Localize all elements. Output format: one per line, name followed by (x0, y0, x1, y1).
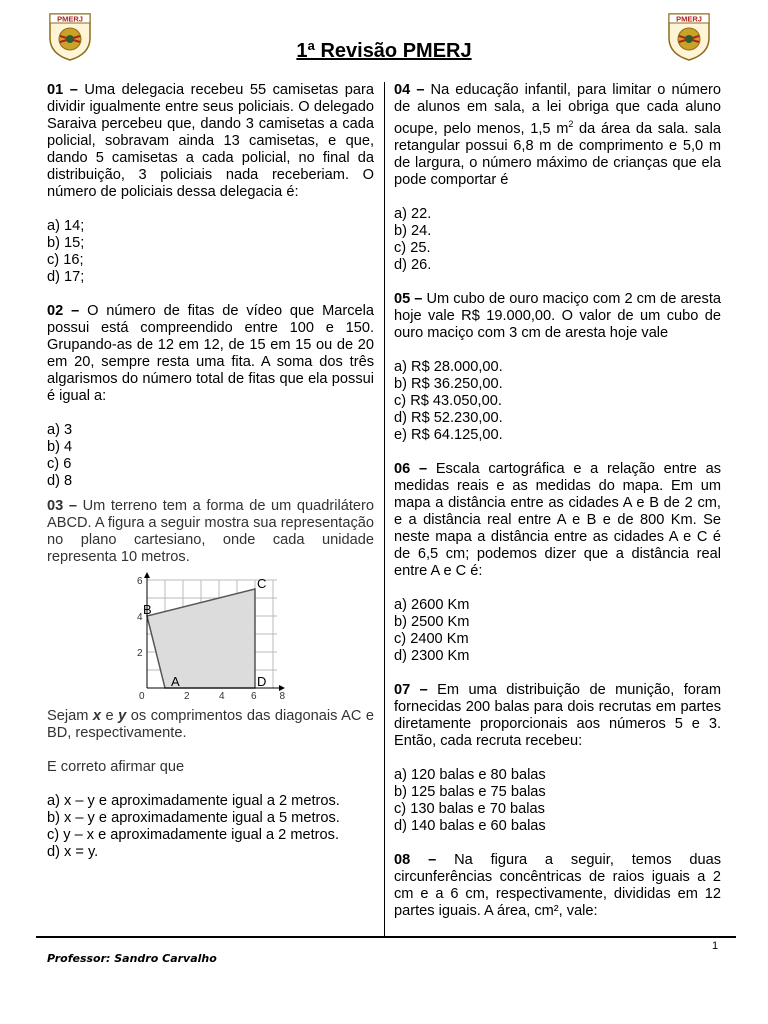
question-text: Um terreno tem a forma de um quadrilátero ABCD. A figura a seguir mostra sua representação no plano cartesiano, onde cada unidade representa 10 metros. (47, 498, 374, 565)
text-part: Sejam (47, 708, 93, 724)
question-number: 06 – (394, 460, 428, 477)
question-06 (394, 461, 721, 580)
option-b: b) 24. (394, 222, 432, 239)
quadrilateral-figure (127, 572, 287, 700)
question-text: Na figura a seguir, temos duas circunferências concêntricas de raios iguais a 2 cm e a 6 cm, respectivamente, divididas em 12 partes iguais. A área, cm², vale: (394, 851, 721, 919)
option-e: e) R$ 64.125,00. (394, 426, 503, 443)
point-b-label: B (143, 602, 152, 617)
svg-text:PMERJ: PMERJ (57, 14, 83, 24)
y-tick-4: 4 (137, 612, 143, 623)
quadrilateral-abcd (147, 589, 255, 688)
question-number: 04 – (394, 82, 425, 98)
footer-professor: Professor: Sandro Carvalho (47, 952, 217, 965)
question-03 (47, 498, 374, 566)
question-07 (394, 682, 721, 750)
option-d: d) R$ 52.230,00. (394, 409, 503, 426)
question-number: 03 – (47, 498, 77, 514)
question-01 (47, 82, 374, 201)
x-tick-2: 2 (184, 691, 190, 700)
option-b: b) x – y e aproximadamente igual a 5 metros. (47, 810, 340, 826)
question-number: 07 – (394, 681, 428, 698)
option-c: c) R$ 43.050,00. (394, 392, 502, 409)
question-03-prompt: E correto afirmar que (47, 759, 185, 775)
option-d: d) 17; (47, 269, 85, 285)
page-title: 1ª Revisão PMERJ (296, 40, 472, 62)
svg-text:PMERJ: PMERJ (676, 14, 702, 24)
option-b: b) 15; (47, 235, 85, 251)
option-a: a) 14; (47, 218, 85, 234)
option-a: a) 2600 Km (394, 596, 470, 613)
option-b: b) 125 balas e 75 balas (394, 783, 546, 800)
x-tick-8: 8 (279, 691, 285, 700)
right-column (394, 82, 721, 920)
option-b: b) R$ 36.250,00. (394, 375, 503, 392)
y-tick-2: 2 (137, 648, 143, 659)
option-c: c) 130 balas e 70 balas (394, 800, 545, 817)
option-a: a) 3 (47, 422, 73, 438)
option-d: d) 26. (394, 256, 432, 273)
option-c: c) 2400 Km (394, 630, 469, 647)
footer-divider (36, 936, 736, 938)
option-a: a) 22. (394, 205, 432, 222)
option-d: d) 140 balas e 60 balas (394, 817, 546, 834)
question-number: 01 – (47, 82, 78, 98)
x-tick-6: 6 (251, 691, 257, 700)
option-b: b) 4 (47, 439, 73, 455)
question-text: Na educação infantil, para limitar o número de alunos em sala, a lei obriga que cada aluno ocupe, pelo menos, 1,5 m (394, 82, 721, 137)
question-04 (394, 82, 721, 189)
question-text: Um cubo de ouro maciço com 2 cm de aresta hoje vale R$ 19.000,00. O valor de um cubo de ouro maciço com 3 cm de aresta hoje vale (394, 290, 722, 341)
question-number: 05 – (394, 290, 423, 307)
text-part: os comprimentos das diagonais AC e BD, respectivamente. (47, 708, 375, 741)
option-c: c) y – x e aproximadamente igual a 2 metros. (47, 827, 340, 843)
question-number: 02 – (47, 303, 80, 319)
option-c: c) 16; (47, 252, 84, 268)
point-c-label: C (257, 576, 267, 591)
question-text: O número de fitas de vídeo que Marcela possui está compreendido entre 100 e 150. Grupando-as de 12 em 12, de 15 em 15 ou de 20 em 20, sempre resta uma fita. A soma dos três algarismos do número total de fitas que ela possui é igual a: (47, 303, 375, 404)
column-divider (384, 82, 385, 936)
page-number: 1 (712, 940, 719, 952)
question-number: 08 – (394, 851, 437, 868)
y-tick-6: 6 (137, 576, 143, 587)
question-text: Escala cartográfica e a relação entre as medidas reais e as medidas do mapa. Em um mapa a distância entre as cidades A e B de 2 cm, e a distância real entre A e B e de 800 Km. Se neste mapa a distância entre as cidades A e C é de 6,5 cm; podemos dizer que a distância real entre A e C é: (394, 460, 721, 579)
question-08 (394, 852, 721, 920)
point-a-label: A (171, 674, 180, 689)
text-part: e (101, 708, 119, 724)
option-d: d) 8 (47, 473, 73, 489)
question-03-diagonals (47, 708, 374, 742)
x-tick-0: 0 (139, 691, 145, 700)
left-column (47, 82, 374, 861)
var-x: x (92, 708, 102, 724)
option-d: d) 2300 Km (394, 647, 470, 664)
point-d-label: D (257, 674, 267, 689)
option-c: c) 25. (394, 239, 431, 256)
option-b: b) 2500 Km (394, 613, 470, 630)
var-y: y (118, 708, 127, 724)
option-a: a) x – y e aproximadamente igual a 2 metros. (47, 793, 340, 809)
x-tick-4: 4 (219, 691, 225, 700)
superscript: 2 (568, 119, 574, 129)
question-02 (47, 303, 374, 405)
question-text: da área da sala. sala retangular possui 6,8 m de comprimento e 5,0 m de largura, o número máximo de crianças que ela pode comportar é (394, 120, 721, 188)
question-text: Em uma distribuição de munição, foram fornecidas 200 balas para dois recrutas em partes diretamente proporcionais aos números 5 e 3. Então, cada recruta recebeu: (394, 681, 721, 749)
question-text: Uma delegacia recebeu 55 camisetas para dividir igualmente entre seus policiais. O delegado Saraiva percebeu que, dando 3 camisetas a cada policial, sobravam ainda 13 camisetas, e que, dando 5 camisetas a cada policial, no final da distribuição, 3 policiais nada receberiam. O número de policiais dessa delegacia é: (47, 82, 374, 200)
option-c: c) 6 (47, 456, 72, 472)
option-a: a) R$ 28.000,00. (394, 358, 503, 375)
option-a: a) 120 balas e 80 balas (394, 766, 546, 783)
option-d: d) x = y. (47, 844, 99, 860)
question-05 (394, 291, 721, 342)
